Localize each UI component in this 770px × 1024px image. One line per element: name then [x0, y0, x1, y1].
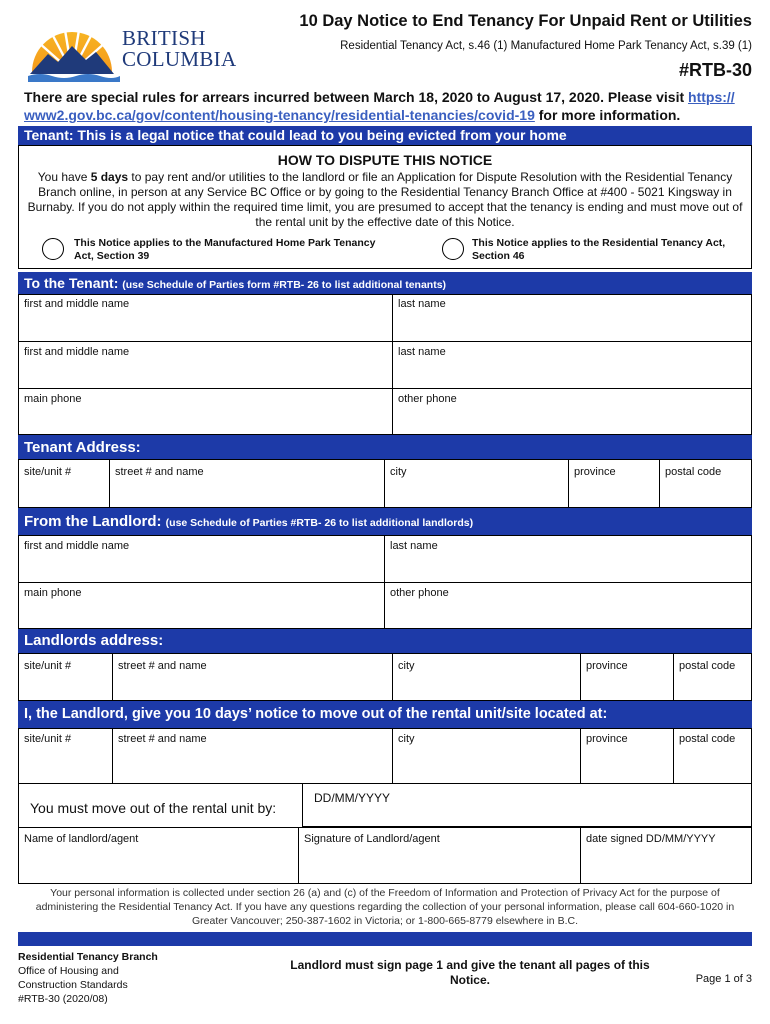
- logo-wordmark: [122, 28, 236, 70]
- page-title: 10 Day Notice to End Tenancy For Unpaid Rent or Utilities: [299, 12, 752, 30]
- from-landlord-note: (use Schedule of Parties #RTB- 26 to list additional landlords): [165, 517, 474, 529]
- to-tenant-bar: [18, 272, 752, 294]
- covid-notice-text: There are special rules for arrears incurred between March 18, 2020 to August 17, 2020. Please visit: [24, 89, 685, 105]
- tenant-street-field[interactable]: street # and name: [115, 466, 204, 478]
- rental-site-unit-field[interactable]: site/unit #: [24, 733, 72, 745]
- move-out-date-field[interactable]: [302, 783, 752, 827]
- landlord-province-field[interactable]: province: [586, 660, 628, 672]
- mhpta-radio[interactable]: [42, 238, 64, 260]
- rta-radio[interactable]: [442, 238, 464, 260]
- from-landlord-bar: [18, 508, 752, 535]
- move-out-label: You must move out of the rental unit by:: [30, 800, 277, 816]
- tenant1-last-name-field[interactable]: last name: [398, 298, 446, 310]
- footer-office-1: Office of Housing and: [18, 965, 119, 977]
- date-signed-field[interactable]: date signed DD/MM/YYYY: [586, 833, 716, 845]
- landlord-agent-name-field[interactable]: Name of landlord/agent: [24, 833, 139, 845]
- landlord-other-phone-field[interactable]: other phone: [390, 587, 449, 599]
- footer-sign-note: Landlord must sign page 1 and give the tenant all pages of this Notice.: [290, 958, 650, 987]
- landlord-postal-code-field[interactable]: postal code: [679, 660, 736, 672]
- rental-province-field[interactable]: province: [586, 733, 628, 745]
- sun-mountain-logo-icon: [26, 16, 122, 84]
- tenant-province-field[interactable]: province: [574, 466, 616, 478]
- bc-logo: [26, 16, 237, 84]
- rental-street-field[interactable]: street # and name: [118, 733, 207, 745]
- logo-line-1: BRITISH: [122, 26, 206, 50]
- dispute-days: 5 days: [90, 170, 129, 184]
- covid-notice-suffix: for more information.: [538, 107, 681, 123]
- logo-line-2: COLUMBIA: [122, 47, 237, 71]
- tenant-city-field[interactable]: city: [390, 466, 407, 478]
- landlord-city-field[interactable]: city: [398, 660, 415, 672]
- landlord-main-phone-field[interactable]: main phone: [24, 587, 82, 599]
- notice-bar: I, the Landlord, give you 10 days’ notice to move out of the rental unit/site located at:: [18, 701, 752, 728]
- tenant-main-phone-field[interactable]: main phone: [24, 393, 82, 405]
- tenant1-first-name-field[interactable]: first and middle name: [24, 298, 130, 310]
- tenant-names-box: [18, 294, 752, 435]
- mhpta-option-label: This Notice applies to the Manufactured Home Park Tenancy Act, Section 39: [74, 237, 376, 262]
- landlord-site-unit-field[interactable]: site/unit #: [24, 660, 72, 672]
- rta-option-label: This Notice applies to the Residential Tenancy Act, Section 46: [472, 237, 726, 262]
- page-subtitle: Residential Tenancy Act, s.46 (1) Manufactured Home Park Tenancy Act, s.39 (1): [340, 40, 752, 52]
- tenant-address-bar: Tenant Address:: [18, 435, 752, 459]
- covid-notice: [24, 88, 754, 124]
- rental-city-field[interactable]: city: [398, 733, 415, 745]
- footer-form-code: #RTB-30 (2020/08): [18, 993, 108, 1005]
- to-tenant-note: (use Schedule of Parties form #RTB- 26 to list additional tenants): [122, 279, 447, 291]
- footer-office-2: Construction Standards: [18, 979, 128, 991]
- dispute-text-post: to pay rent and/or utilities to the landlord or file an Application for Dispute Resolution with the Residential Tenancy Branch online, in person at any Service BC Office or by going to the Residential Tenancy Branch Office at #400 - 5021 Kingsway in Burnaby. If you do not apply within the required time limit, you are presumed to accept that the tenancy is ending and must move out of the rental unit by the effective date of this Notice.: [27, 170, 743, 229]
- dispute-text-pre: You have: [37, 170, 91, 184]
- tenant2-last-name-field[interactable]: last name: [398, 346, 446, 358]
- move-out-date-format: DD/MM/YYYY: [314, 791, 391, 805]
- landlord-address-bar: Landlords address:: [18, 629, 752, 653]
- landlord-first-name-field[interactable]: first and middle name: [24, 540, 130, 552]
- form-number: #RTB-30: [678, 60, 752, 80]
- dispute-heading: HOW TO DISPUTE THIS NOTICE: [277, 152, 493, 168]
- page-number: Page 1 of 3: [695, 973, 752, 985]
- landlord-street-field[interactable]: street # and name: [118, 660, 207, 672]
- footer-org: Residential Tenancy Branch: [18, 951, 158, 963]
- from-landlord-heading: From the Landlord:: [24, 513, 162, 530]
- landlord-last-name-field[interactable]: last name: [390, 540, 438, 552]
- tenant-warning-bar: Tenant: This is a legal notice that could lead to you being evicted from your home: [18, 126, 752, 145]
- covid-link-part-1: https://: [688, 89, 735, 105]
- landlord-signature-field[interactable]: Signature of Landlord/agent: [304, 833, 440, 845]
- footer-bar: [18, 932, 752, 946]
- privacy-notice: Your personal information is collected under section 26 (a) and (c) of the Freedom of Information and Protection of Privacy Act for the purpose of administering the Residential Tenancy Act. If you have any questions regarding the collection of your personal information, please call 604-660-1020 in Greater Vancouver; 250-387-1602 in Victoria; or 1-800-665-8779 elsewhere in B.C.: [35, 887, 735, 927]
- covid-link-part-2: www2.gov.bc.ca/gov/content/housing-tenancy/residential-tenancies/covid-19: [24, 107, 535, 123]
- rental-postal-code-field[interactable]: postal code: [679, 733, 736, 745]
- tenant-site-unit-field[interactable]: site/unit #: [24, 466, 72, 478]
- to-tenant-heading: To the Tenant:: [24, 275, 119, 291]
- tenant-postal-code-field[interactable]: postal code: [665, 466, 722, 478]
- dispute-text: [20, 170, 750, 230]
- tenant-other-phone-field[interactable]: other phone: [398, 393, 457, 405]
- footer-org-block: [18, 950, 218, 1006]
- tenant2-first-name-field[interactable]: first and middle name: [24, 346, 130, 358]
